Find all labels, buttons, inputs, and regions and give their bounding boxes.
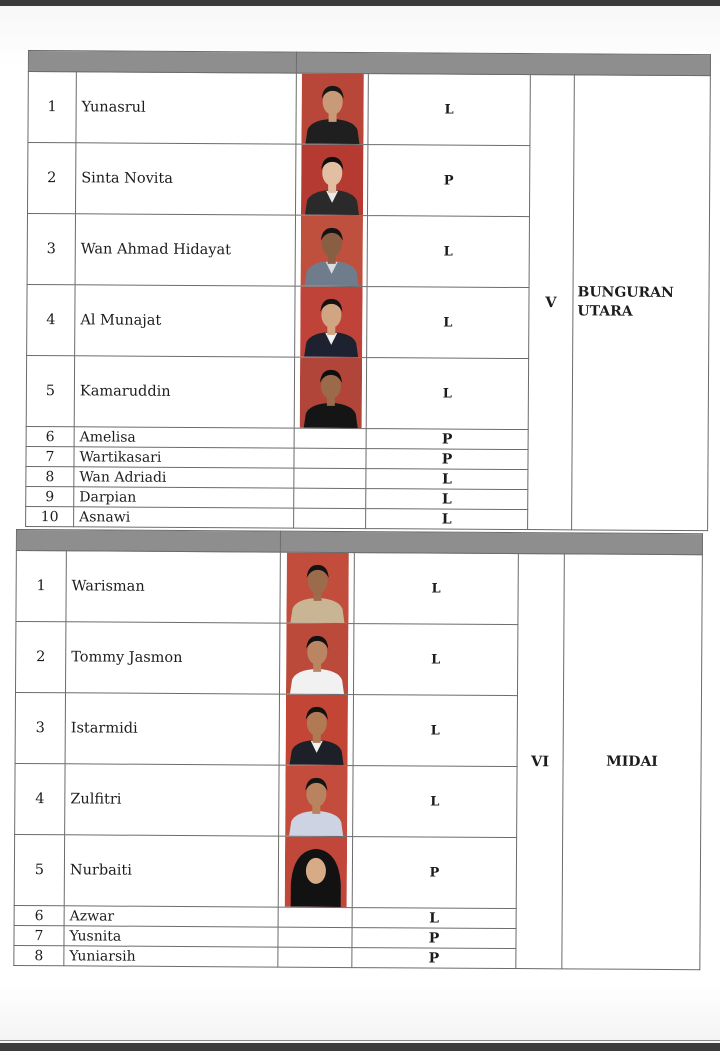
member-photo	[300, 145, 362, 215]
scan-edge-top	[0, 0, 720, 6]
member-row	[16, 551, 702, 626]
header-cell-right	[296, 52, 710, 76]
member-photo-cell	[278, 836, 352, 907]
member-photo	[285, 624, 347, 694]
member-gender: L	[366, 509, 528, 530]
portrait-photo	[286, 553, 348, 623]
portrait-photo	[285, 766, 347, 836]
member-photo-cell	[294, 428, 366, 448]
member-photo	[284, 837, 346, 907]
member-name: Darpian	[74, 487, 294, 508]
header-cell-left	[28, 51, 296, 74]
member-photo	[286, 553, 348, 623]
member-name: Yunasrul	[76, 72, 296, 144]
member-photo-cell	[295, 144, 367, 215]
member-photo-cell	[294, 448, 366, 468]
member-gender: P	[367, 145, 529, 217]
member-number: 4	[15, 763, 65, 834]
member-gender: P	[352, 928, 516, 949]
member-number: 10	[26, 506, 74, 526]
member-gender: L	[368, 74, 530, 146]
member-number: 2	[28, 143, 76, 214]
member-gender: P	[352, 948, 516, 969]
portrait-photo	[300, 287, 362, 357]
portrait-photo	[284, 837, 346, 907]
roster-table-group-2	[13, 529, 703, 970]
member-name: Yusnita	[64, 926, 278, 947]
member-name: Wan Adriadi	[74, 467, 294, 488]
portrait-photo	[301, 74, 363, 144]
member-number: 8	[26, 466, 74, 486]
portrait-photo	[299, 358, 361, 428]
member-gender: L	[366, 358, 528, 430]
member-gender: L	[367, 216, 529, 288]
member-gender: L	[366, 489, 528, 510]
member-number: 3	[27, 214, 75, 285]
member-photo-cell	[279, 765, 353, 836]
member-number: 9	[26, 486, 74, 506]
member-number: 8	[14, 945, 64, 965]
member-photo	[301, 74, 363, 144]
member-number: 1	[28, 72, 76, 143]
member-photo-cell	[296, 73, 368, 144]
group-number: V	[528, 75, 575, 530]
member-name: Amelisa	[74, 427, 294, 448]
member-name: Warisman	[66, 551, 280, 623]
scan-edge-bottom	[0, 1043, 720, 1051]
roster-table-group-1	[25, 50, 711, 531]
member-gender: L	[353, 766, 517, 838]
member-photo-cell	[294, 488, 366, 508]
member-gender: P	[352, 837, 516, 909]
member-name: Asnawi	[74, 507, 294, 528]
portrait-photo	[285, 624, 347, 694]
member-photo	[300, 216, 362, 286]
member-photo-cell	[295, 215, 367, 286]
member-number: 6	[26, 426, 74, 446]
member-name: Al Munajat	[75, 285, 295, 357]
member-photo-cell	[294, 357, 366, 428]
member-gender: P	[366, 429, 528, 450]
member-gender: L	[354, 553, 518, 625]
member-photo-cell	[279, 623, 353, 694]
member-photo-cell	[279, 694, 353, 765]
member-number: 7	[14, 925, 64, 945]
member-name: Sinta Novita	[76, 143, 296, 215]
header-cell-left	[16, 530, 280, 553]
member-name: Istarmidi	[65, 693, 279, 765]
member-number: 5	[14, 834, 64, 905]
region-name: MIDAI	[562, 554, 703, 970]
member-name: Nurbaiti	[64, 835, 278, 907]
member-gender: L	[353, 695, 517, 767]
member-photo-cell	[278, 927, 352, 947]
member-row	[28, 72, 710, 147]
member-gender: L	[366, 469, 528, 490]
member-number: 2	[16, 622, 66, 693]
group-number: VI	[516, 554, 565, 969]
member-photo	[299, 358, 361, 428]
member-name: Kamaruddin	[74, 356, 294, 428]
member-gender: P	[366, 449, 528, 470]
member-name: Wartikasari	[74, 447, 294, 468]
region-name: BUNGURAN UTARA	[572, 75, 711, 531]
member-name: Azwar	[64, 906, 278, 927]
member-name: Wan Ahmad Hidayat	[75, 214, 295, 286]
member-photo-cell	[278, 907, 352, 927]
portrait-photo	[285, 695, 347, 765]
member-name: Tommy Jasmon	[66, 622, 280, 694]
member-name: Yuniarsih	[64, 946, 278, 967]
member-number: 4	[27, 284, 75, 355]
member-photo	[300, 287, 362, 357]
member-number: 5	[26, 355, 74, 426]
member-photo-cell	[294, 508, 366, 528]
member-gender: L	[352, 908, 516, 929]
member-number: 7	[26, 446, 74, 466]
member-number: 6	[14, 905, 64, 925]
member-photo-cell	[280, 552, 354, 623]
member-photo-cell	[278, 947, 352, 967]
member-photo	[285, 766, 347, 836]
member-photo-cell	[295, 286, 367, 357]
member-number: 1	[16, 551, 66, 622]
member-name: Zulfitri	[65, 764, 279, 836]
member-photo	[285, 695, 347, 765]
header-cell-right	[280, 531, 702, 555]
portrait-photo	[300, 216, 362, 286]
member-number: 3	[15, 693, 65, 764]
member-photo-cell	[294, 468, 366, 488]
member-gender: L	[353, 624, 517, 696]
portrait-photo	[300, 145, 362, 215]
member-gender: L	[367, 287, 529, 359]
